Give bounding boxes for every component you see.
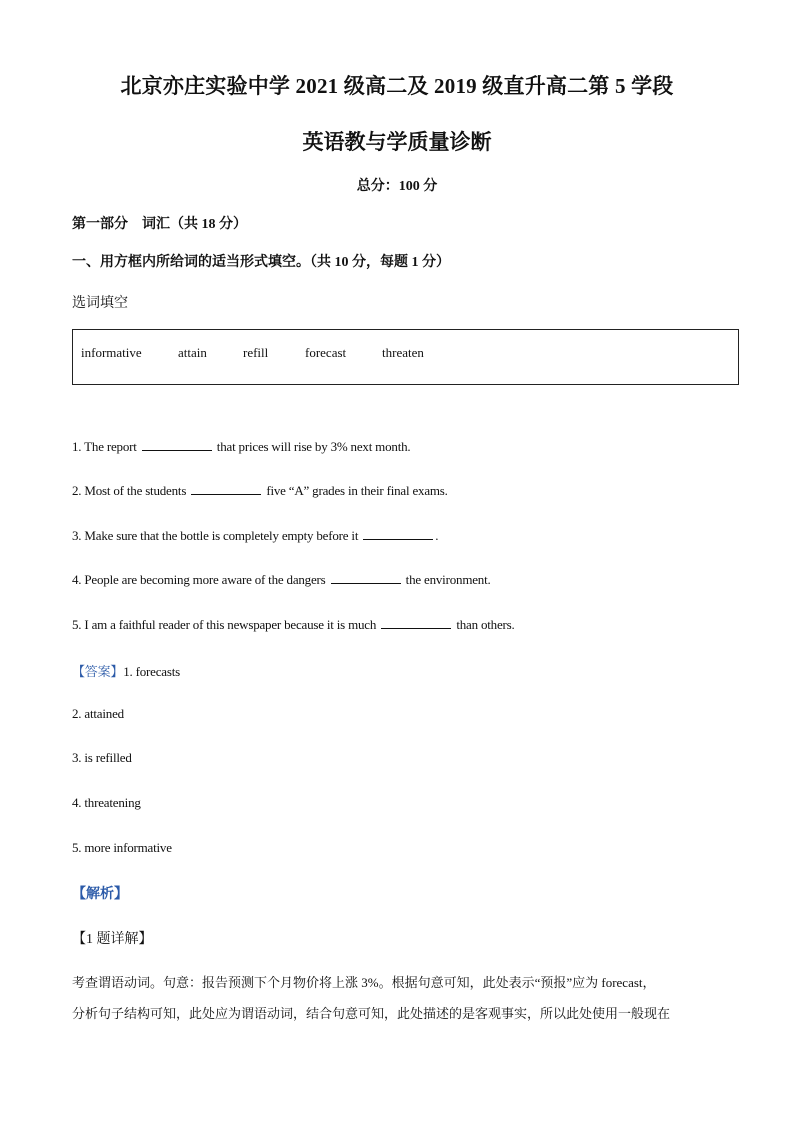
word-option: attain bbox=[178, 345, 207, 360]
word-option: forecast bbox=[305, 345, 347, 360]
answer-5: 5. more informative bbox=[72, 840, 172, 855]
answer-blank bbox=[142, 439, 212, 451]
answer-blank bbox=[381, 617, 451, 629]
answer-text: 1. forecasts bbox=[123, 664, 181, 679]
question-text: . bbox=[435, 528, 439, 543]
word-box bbox=[72, 329, 739, 385]
question-text: 3. Make sure that the bottle is completely empty before it bbox=[72, 528, 359, 543]
task-heading: 一、用方框内所给词的适当形式填空。（共 10 分，每题 1 分） bbox=[72, 255, 450, 270]
analysis-label: 【解析】 bbox=[72, 887, 128, 902]
question-text: 2. Most of the students bbox=[72, 483, 187, 498]
question-4 bbox=[72, 572, 491, 588]
answer-1 bbox=[72, 661, 180, 680]
question-text: 1. The report bbox=[72, 439, 137, 454]
question-text: 4. People are becoming more aware of the dangers bbox=[72, 572, 326, 587]
question-text: than others. bbox=[456, 617, 515, 632]
answer-blank bbox=[331, 572, 401, 584]
question-text: that prices will rise by 3% next month. bbox=[216, 439, 411, 454]
question-text: 5. I am a faithful reader of this newspaper because it is much bbox=[72, 617, 377, 632]
word-option: informative bbox=[81, 345, 142, 360]
question-3 bbox=[72, 528, 438, 544]
detail-label: 【1 题详解】 bbox=[72, 932, 153, 947]
word-option: refill bbox=[243, 345, 269, 360]
question-text: the environment. bbox=[405, 572, 491, 587]
question-1 bbox=[72, 439, 410, 455]
answer-2: 2. attained bbox=[72, 706, 124, 721]
total-score: 总分：100 分 bbox=[356, 179, 438, 194]
analysis-line-1: 考查谓语动词。句意：报告预测下个月物价将上涨 3%。根据句意可知，此处表示“预报”应为 forecast， bbox=[72, 975, 656, 990]
answer-blank bbox=[363, 528, 433, 540]
question-5 bbox=[72, 617, 515, 633]
document-subtitle: 英语教与学质量诊断 bbox=[302, 130, 492, 154]
answer-label: 【答案】 bbox=[72, 664, 124, 679]
task-label: 选词填空 bbox=[72, 296, 128, 311]
document-title: 北京亦庄实验中学 2021 级高二及 2019 级直升高二第 5 学段 bbox=[120, 74, 674, 98]
part-heading: 第一部分 词汇（共 18 分） bbox=[72, 217, 247, 232]
answer-4: 4. threatening bbox=[72, 795, 141, 810]
question-2 bbox=[72, 483, 448, 499]
question-text: five “A” grades in their final exams. bbox=[266, 483, 448, 498]
word-option: threaten bbox=[382, 345, 424, 360]
answer-blank bbox=[191, 483, 261, 495]
answer-3: 3. is refilled bbox=[72, 750, 132, 765]
analysis-line-2: 分析句子结构可知，此处应为谓语动词，结合句意可知，此处描述的是客观事实，所以此处使用一般现在 bbox=[72, 1006, 671, 1021]
